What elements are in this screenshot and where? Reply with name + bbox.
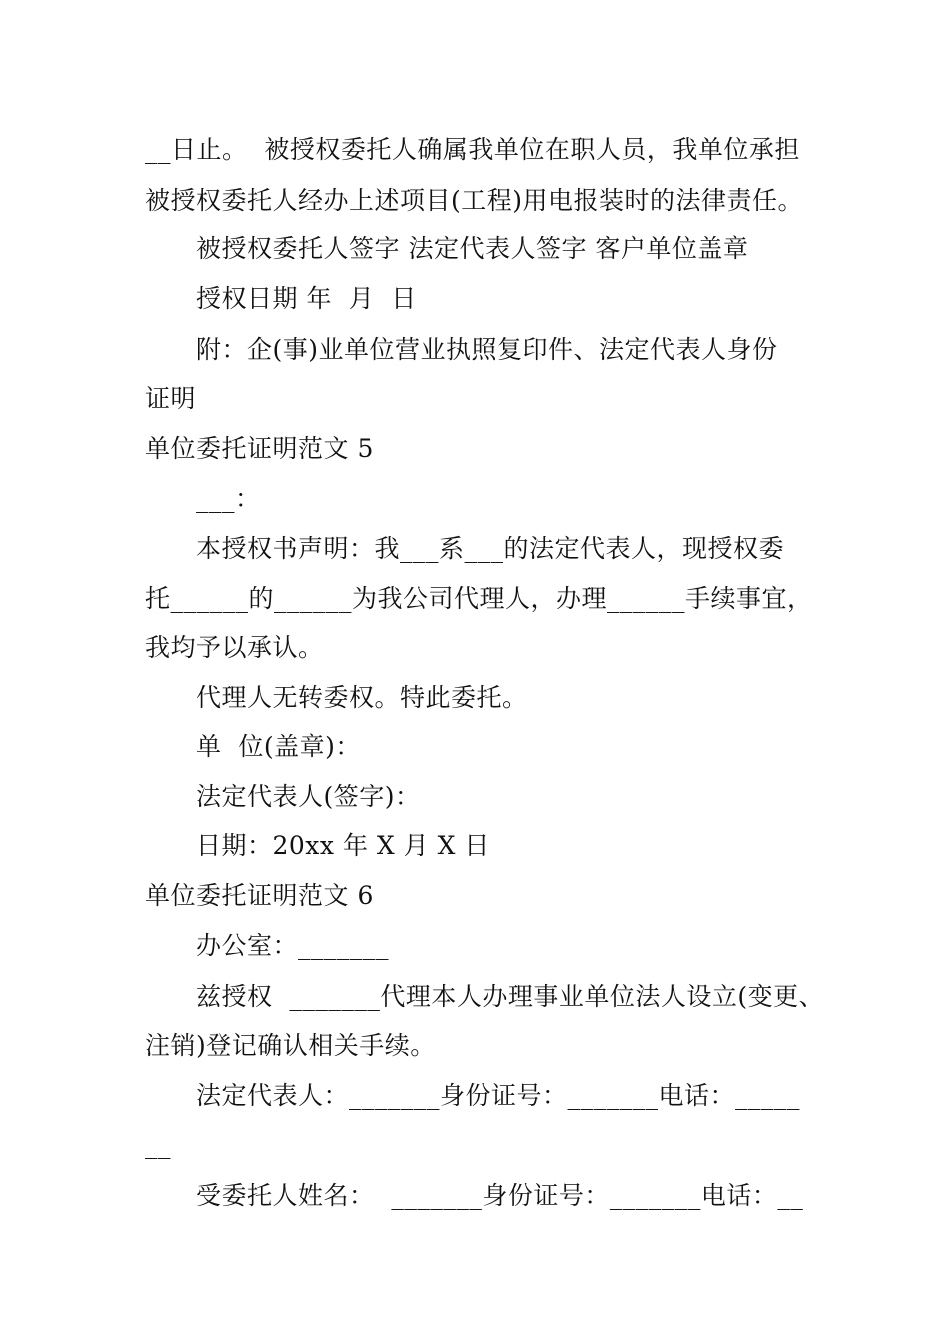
- text-line: 托______的______为我公司代理人，办理______手续事宜，: [145, 584, 813, 613]
- section-heading: 单位委托证明范文 5: [145, 434, 374, 463]
- text-line: 本授权书声明：我___系___的法定代表人，现授权委: [196, 534, 785, 563]
- text-line: 兹授权 _______代理本人办理事业单位法人设立(变更、: [196, 982, 825, 1011]
- text-line: __: [145, 1130, 171, 1159]
- text-line: 我均予以承认。: [145, 633, 324, 662]
- section-heading: 单位委托证明范文 6: [145, 881, 374, 910]
- date-line: 授权日期 年 月 日: [196, 284, 417, 313]
- seal-line: 单 位(盖章)：: [196, 732, 361, 761]
- legal-rep-line: 法定代表人(签字)：: [196, 782, 421, 811]
- addressee-line: ___：: [196, 484, 261, 513]
- text-line: 注销)登记确认相关手续。: [145, 1031, 436, 1060]
- trustee-info-line: 受委托人姓名： _______身份证号：_______电话：__: [196, 1181, 804, 1210]
- text-line: __日止。 被授权委托人确属我单位在职人员，我单位承担: [145, 135, 800, 164]
- legal-rep-info-line: 法定代表人：_______身份证号：_______电话：_____: [196, 1081, 801, 1110]
- text-line: 代理人无转委权。特此委托。: [196, 683, 528, 712]
- attachment-line: 附：企(事)业单位营业执照复印件、法定代表人身份: [196, 335, 778, 364]
- addressee-line: 办公室：_______: [196, 931, 390, 960]
- text-line: 被授权委托人经办上述项目(工程)用电报装时的法律责任。: [145, 186, 804, 215]
- date-line: 日期：20xx 年 X 月 X 日: [196, 831, 490, 860]
- text-line: 证明: [145, 384, 197, 413]
- signature-line: 被授权委托人签字 法定代表人签字 客户单位盖章: [196, 234, 749, 263]
